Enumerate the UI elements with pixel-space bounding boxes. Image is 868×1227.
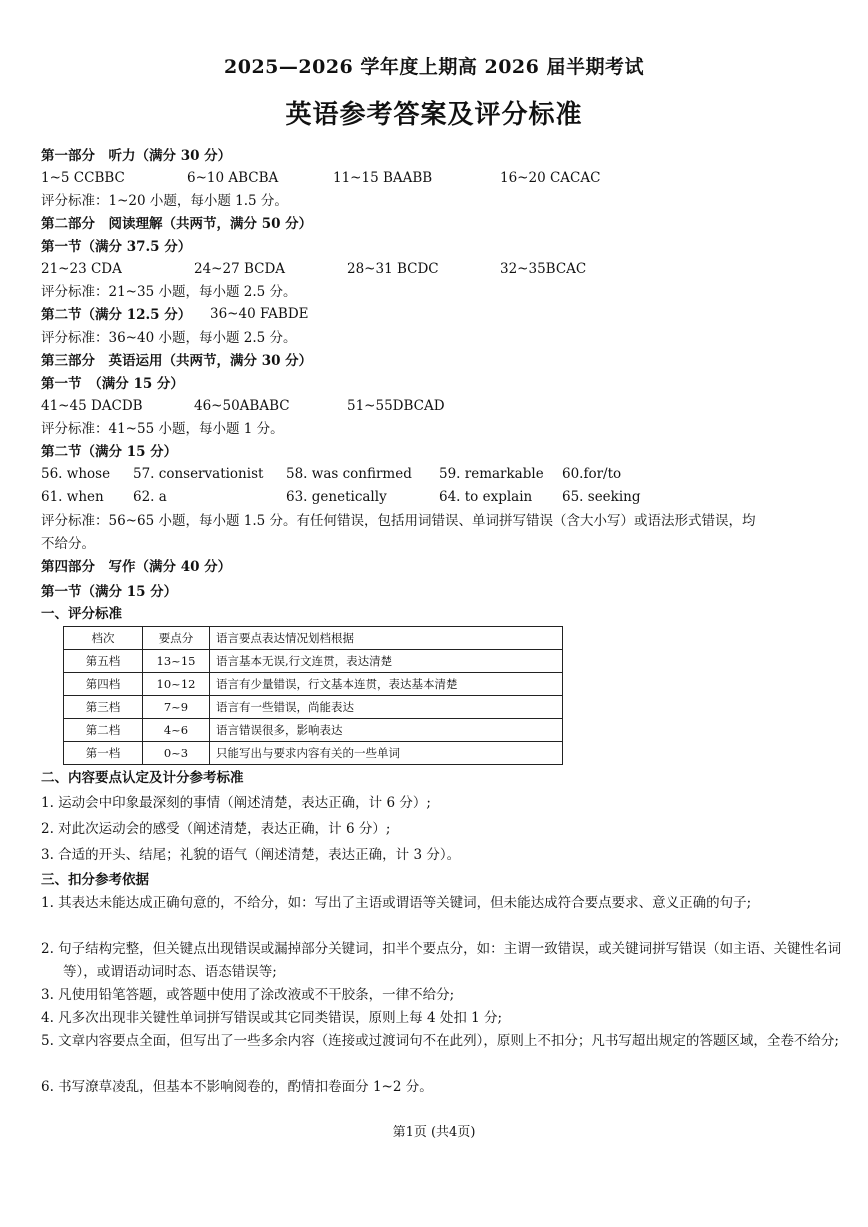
answer-item: 63. genetically [286, 489, 387, 505]
part2-section2-criteria: 评分标准：36~40 小题，每小题 2.5 分。 [41, 330, 297, 346]
table-header-cell: 要点分 [143, 627, 210, 650]
rubric-table [63, 626, 563, 765]
answer-item: 59. remarkable [439, 466, 544, 482]
answer-group: 11~15 BAABB [333, 170, 433, 186]
table-header-cell: 档次 [64, 627, 143, 650]
deduction-item: 5. 文章内容要点全面，但写出了一些多余内容（连接或过渡词句不在此列），原则上不扣分；凡书写超出规定的答题区域，全卷不给分; [41, 1033, 839, 1049]
part1-criteria: 评分标准：1~20 小题，每小题 1.5 分。 [41, 193, 288, 209]
part3-section1-heading: 第一节 （满分 15 分） [41, 376, 184, 392]
table-header-cell: 语言要点表达情况划档根据 [210, 627, 563, 650]
table-row [64, 650, 563, 673]
table-cell: 10~12 [143, 673, 210, 696]
answer-group: 1~5 CCBBC [41, 170, 125, 186]
part4-heading: 第四部分 写作（满分 40 分） [41, 559, 232, 575]
part4-section1-heading: 第一节（满分 15 分） [41, 584, 178, 600]
rubric-subheading: 一、评分标准 [41, 606, 122, 622]
answer-item: 58. was confirmed [286, 466, 412, 482]
content-point: 3. 合适的开头、结尾；礼貌的语气（阐述清楚，表达正确，计 3 分）。 [41, 847, 461, 863]
document-title: 英语参考答案及评分标准 [285, 100, 583, 130]
table-cell: 语言错误很多，影响表达 [210, 719, 563, 742]
table-cell: 只能写出与要求内容有关的一些单词 [210, 742, 563, 765]
deduction-item: 3. 凡使用铅笔答题，或答题中使用了涂改液或不干胶条，一律不给分; [41, 987, 455, 1003]
part2-section2-heading: 第二节（满分 12.5 分） [41, 307, 192, 323]
answer-group: 21~23 CDA [41, 261, 122, 277]
answer-group: 28~31 BCDC [347, 261, 439, 277]
answer-group: 51~55DBCAD [347, 398, 445, 414]
part3-heading: 第三部分 英语运用（共两节，满分 30 分） [41, 353, 313, 369]
table-cell: 第四档 [64, 673, 143, 696]
answer-group: 46~50ABABC [194, 398, 290, 414]
answer-group: 32~35BCAC [500, 261, 587, 277]
table-cell: 13~15 [143, 650, 210, 673]
answer-item: 64. to explain [439, 489, 533, 505]
part2-section1-heading: 第一节（满分 37.5 分） [41, 239, 192, 255]
part2-section1-criteria: 评分标准：21~35 小题，每小题 2.5 分。 [41, 284, 297, 300]
answer-group: 41~45 DACDB [41, 398, 143, 414]
table-cell: 第五档 [64, 650, 143, 673]
deduction-item: 1. 其表达未能达成正确句意的，不给分，如：写出了主语或谓语等关键词，但未能达成符合要点要求、意义正确的句子; [41, 895, 752, 911]
answer-group: 16~20 CACAC [500, 170, 601, 186]
content-point: 1. 运动会中印象最深刻的事情（阐述清楚，表达正确，计 6 分）; [41, 795, 431, 811]
answer-item: 62. a [133, 489, 167, 505]
answer-group: 6~10 ABCBA [187, 170, 279, 186]
table-cell: 7~9 [143, 696, 210, 719]
table-cell: 第二档 [64, 719, 143, 742]
part3-section2-criteria: 评分标准：56~65 小题，每小题 1.5 分。有任何错误，包括用词错误、单词拼写错误（含大小写）或语法形式错误，均 [41, 513, 756, 529]
page-number: 第1页 (共4页) [392, 1125, 476, 1140]
deductions-subheading: 三、扣分参考依据 [41, 872, 149, 888]
answer-item: 57. conservationist [133, 466, 264, 482]
table-cell: 第三档 [64, 696, 143, 719]
answer-group: 36~40 FABDE [210, 306, 309, 322]
answer-item: 56. whose [41, 466, 111, 482]
table-cell: 语言有少量错误，行文基本连贯，表达基本清楚 [210, 673, 563, 696]
answer-item: 65. seeking [562, 489, 641, 505]
part2-heading: 第二部分 阅读理解（共两节，满分 50 分） [41, 216, 313, 232]
table-row [64, 673, 563, 696]
deduction-item: 4. 凡多次出现非关键性单词拼写错误或其它同类错误，原则上每 4 处扣 1 分; [41, 1010, 503, 1026]
table-cell: 语言有一些错误，尚能表达 [210, 696, 563, 719]
content-points-subheading: 二、内容要点认定及计分参考标准 [41, 770, 244, 786]
table-row [64, 742, 563, 765]
table-header-row [64, 627, 563, 650]
table-cell: 0~3 [143, 742, 210, 765]
part3-section1-criteria: 评分标准：41~55 小题，每小题 1 分。 [41, 421, 284, 437]
answer-group: 24~27 BCDA [194, 261, 286, 277]
deduction-item: 2. 句子结构完整，但关键点出现错误或漏掉部分关键词，扣半个要点分，如：主谓一致错误，或关键词拼写错误（如主语、关键性名词等），或谓语动词时态、语态错误等; [41, 941, 842, 980]
table-cell: 第一档 [64, 742, 143, 765]
answer-item: 60.for/to [562, 466, 622, 482]
exam-title: 2025—2026 学年度上期高 2026 届半期考试 [224, 56, 644, 78]
part1-heading: 第一部分 听力（满分 30 分） [41, 148, 232, 164]
deduction-item: 6. 书写潦草凌乱，但基本不影响阅卷的，酌情扣卷面分 1~2 分。 [41, 1079, 433, 1095]
content-point: 2. 对此次运动会的感受（阐述清楚，表达正确，计 6 分）; [41, 821, 391, 837]
part3-section2-criteria-cont: 不给分。 [41, 536, 95, 552]
table-cell: 语言基本无误,行文连贯，表达清楚 [210, 650, 563, 673]
table-row [64, 719, 563, 742]
answer-item: 61. when [41, 489, 104, 505]
table-row [64, 696, 563, 719]
table-cell: 4~6 [143, 719, 210, 742]
part3-section2-heading: 第二节（满分 15 分） [41, 444, 178, 460]
